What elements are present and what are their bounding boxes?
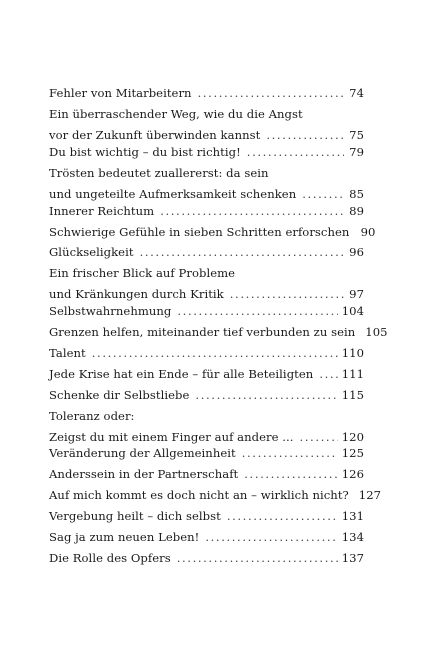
toc-entry-page-number: 97 xyxy=(349,287,364,301)
toc-entry xyxy=(49,509,364,523)
toc-entry xyxy=(49,367,364,381)
toc-entry-page-number: 134 xyxy=(341,530,364,544)
toc-entry-page-number: 131 xyxy=(341,509,364,523)
toc-entry-page-number: 89 xyxy=(349,204,364,218)
toc-entry-page-number: 120 xyxy=(341,430,364,444)
toc-entry-page-number: 85 xyxy=(349,187,364,201)
toc-entry-title: Sag ja zum neuen Leben! xyxy=(49,530,200,544)
dot-leader xyxy=(140,245,344,259)
toc-entry-title-line: Trösten bedeutet zuallererst: da sein xyxy=(49,166,269,180)
toc-entry xyxy=(49,530,364,544)
toc-entry-title: Die Rolle des Opfers xyxy=(49,551,171,565)
toc-entry-page-number: 125 xyxy=(341,446,364,460)
dot-leader xyxy=(227,509,338,523)
toc-entry-title: und ungeteilte Aufmerksamkeit schenken xyxy=(49,187,297,201)
dot-leader xyxy=(247,145,344,159)
dot-leader xyxy=(244,467,337,481)
toc-entry xyxy=(49,204,364,218)
toc-entry-title: Talent xyxy=(49,346,86,360)
dot-leader xyxy=(266,128,344,142)
toc-entry-page-number: 104 xyxy=(341,304,364,318)
dot-leader xyxy=(230,287,344,301)
toc-entry xyxy=(49,245,364,259)
toc-entry xyxy=(49,488,382,502)
dot-leader xyxy=(177,551,338,565)
toc-entry-page-number: 137 xyxy=(341,551,364,565)
toc-entry-page-number: 105 xyxy=(365,325,388,339)
toc-entry-title: und Kränkungen durch Kritik xyxy=(49,287,224,301)
toc-entry-title: Du bist wichtig – du bist richtig! xyxy=(49,145,241,159)
toc-entry-title: Auf mich kommt es doch nicht an – wirklich nicht? xyxy=(49,488,349,502)
toc-entry xyxy=(49,467,364,481)
dot-leader xyxy=(160,204,344,218)
toc-entry xyxy=(49,551,364,565)
toc-entry xyxy=(49,446,364,460)
toc-entry-title: Selbstwahrnehmung xyxy=(49,304,172,318)
toc-entry xyxy=(49,225,376,239)
dot-leader xyxy=(205,530,337,544)
dot-leader xyxy=(198,86,344,100)
toc-entry-title: Zeigst du mit einem Finger auf andere ... xyxy=(49,430,294,444)
toc-entry-title: Schenke dir Selbstliebe xyxy=(49,388,190,402)
toc-entry-title: vor der Zukunft überwinden kannst xyxy=(49,128,261,142)
toc-entry xyxy=(49,325,388,339)
toc-entry-title-line: Ein frischer Blick auf Probleme xyxy=(49,266,236,280)
toc-entry xyxy=(49,166,364,201)
toc-entry-page-number: 115 xyxy=(341,388,364,402)
toc-entry-page-number: 74 xyxy=(349,86,364,100)
toc-entry-title: Innerer Reichtum xyxy=(49,204,155,218)
toc-entry-title: Fehler von Mitarbeitern xyxy=(49,86,192,100)
toc-entry-page-number: 110 xyxy=(341,346,364,360)
dot-leader xyxy=(302,187,344,201)
dot-leader xyxy=(319,367,337,381)
toc-entry-page-number: 127 xyxy=(358,488,382,502)
toc-entry-page-number: 90 xyxy=(360,225,376,239)
toc-entry xyxy=(49,388,364,402)
toc-entry-page-number: 96 xyxy=(349,245,364,259)
dot-leader xyxy=(177,304,337,318)
dot-leader xyxy=(242,446,338,460)
toc-entry-page-number: 79 xyxy=(349,145,364,159)
toc-entry-page-number: 126 xyxy=(341,467,364,481)
toc-entry xyxy=(49,409,364,444)
toc-entry-title: Glückseligkeit xyxy=(49,245,134,259)
toc-entry-title: Schwierige Gefühle in sieben Schritten erforschen xyxy=(49,225,350,239)
toc-entry-page-number: 75 xyxy=(349,128,364,142)
toc-entry xyxy=(49,304,364,318)
toc-entry-title: Veränderung der Allgemeinheit xyxy=(49,446,236,460)
toc-entry-title-line: Toleranz oder: xyxy=(49,409,135,423)
toc-entry xyxy=(49,86,364,100)
toc-entry-title: Vergebung heilt – dich selbst xyxy=(49,509,221,523)
dot-leader xyxy=(195,388,337,402)
toc-entry-title: Anderssein in der Partnerschaft xyxy=(49,467,239,481)
toc-entry-page-number: 111 xyxy=(341,367,364,381)
toc-entry-title: Grenzen helfen, miteinander tief verbunden zu sein xyxy=(49,325,356,339)
dot-leader xyxy=(92,346,338,360)
toc-entry xyxy=(49,346,364,360)
toc-entry xyxy=(49,145,364,159)
toc-entry xyxy=(49,266,364,301)
toc-entry-title: Jede Krise hat ein Ende – für alle Beteiligten xyxy=(49,367,314,381)
dot-leader xyxy=(299,430,337,444)
toc-entry xyxy=(49,107,364,142)
toc-entry-title-line: Ein überraschender Weg, wie du die Angst xyxy=(49,107,303,121)
